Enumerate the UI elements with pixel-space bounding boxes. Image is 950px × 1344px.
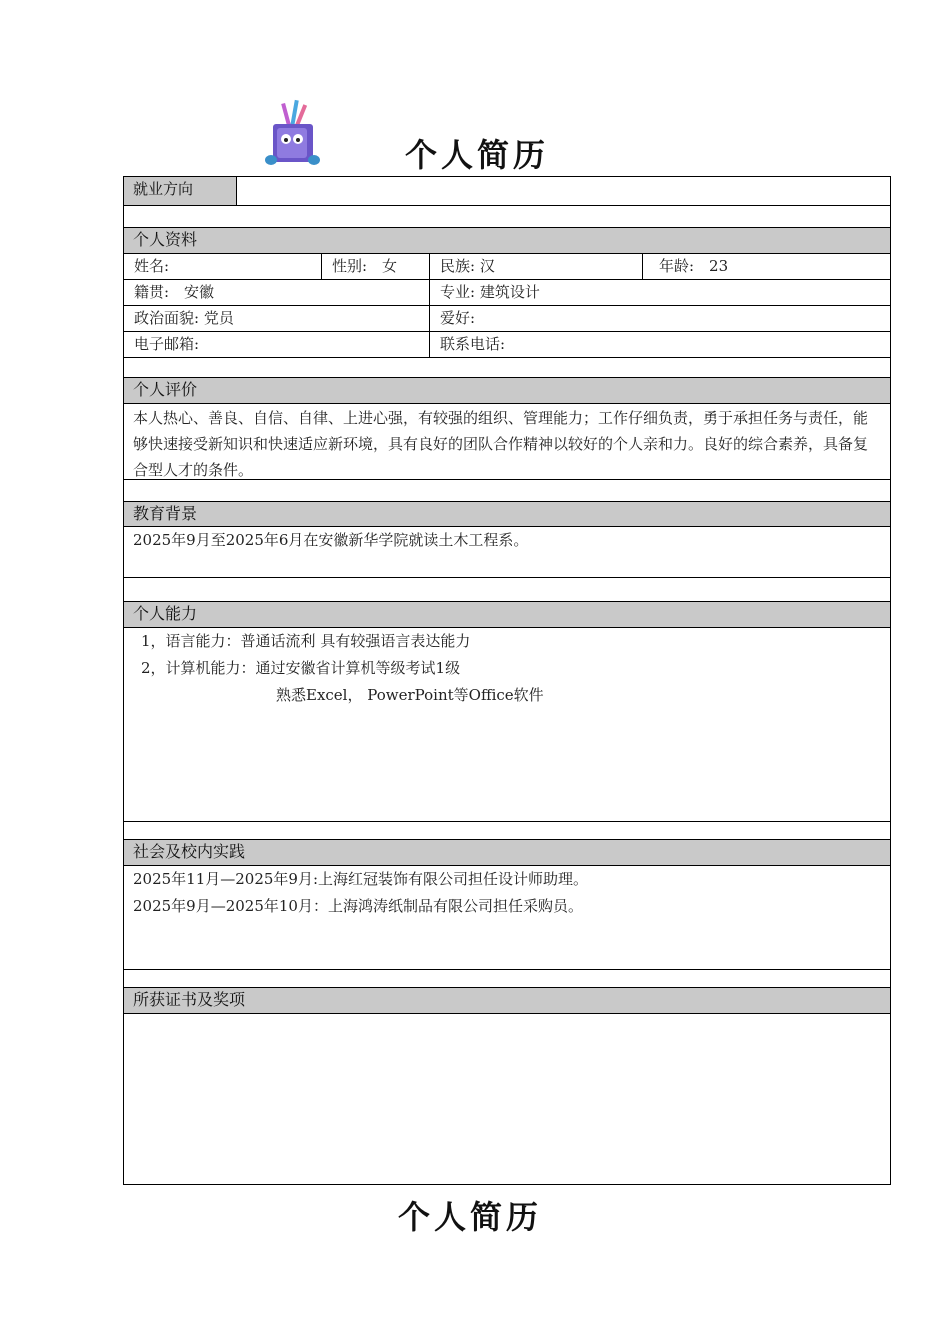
abilities-section	[124, 627, 890, 821]
pencil-cup-logo	[262, 98, 322, 170]
job-direction-value	[236, 177, 890, 205]
practice-item-1: 2025年11月—2025年9月:上海红冠装饰有限公司担任设计师助理。	[133, 870, 589, 888]
major-field: 专业: 建筑设计	[429, 280, 890, 305]
info-row-1	[124, 253, 890, 279]
gender-field: 性别: 女	[321, 254, 429, 279]
awards-section	[124, 1013, 890, 1184]
practice-item-2: 2025年9月—2025年10月：上海鸿涛纸制品有限公司担任采购员。	[133, 897, 583, 915]
name-field: 姓名:	[134, 257, 170, 275]
education-section	[124, 526, 890, 577]
abilities-header: 个人能力	[124, 601, 890, 627]
education-header: 教育背景	[124, 501, 890, 526]
language-ability-line: 1，语言能力：普通话流利 具有较强语言表达能力	[141, 632, 471, 650]
awards-text	[124, 1014, 890, 1016]
practice-header: 社会及校内实践	[124, 839, 890, 865]
spacer-row	[124, 205, 890, 227]
footer-title: 个人简历	[398, 1198, 543, 1236]
spacer-row	[124, 969, 890, 987]
spacer-row	[124, 821, 890, 839]
email-field: 电子邮箱:	[134, 335, 200, 353]
awards-header: 所获证书及奖项	[124, 987, 890, 1013]
hobbies-field: 爱好:	[429, 306, 890, 331]
office-skills-line: 熟悉Excel， PowerPoint等Office软件	[276, 686, 544, 704]
phone-field: 联系电话:	[429, 332, 890, 357]
spacer-row	[124, 479, 890, 501]
political-status-field: 政治面貌: 党员	[134, 309, 234, 327]
spacer-row	[124, 577, 890, 601]
practice-section	[124, 865, 890, 969]
native-place-field: 籍贯: 安徽	[134, 283, 215, 301]
info-row-3	[124, 305, 890, 331]
ethnicity-field: 民族: 汉	[429, 254, 642, 279]
page-title: 个人简历	[405, 136, 550, 174]
info-row-4	[124, 331, 890, 357]
info-row-2	[124, 279, 890, 305]
job-direction-row	[124, 177, 890, 205]
age-field: 年龄: 23	[642, 254, 890, 279]
job-direction-label: 就业方向	[124, 177, 236, 205]
spacer-row	[124, 357, 890, 377]
self-evaluation-header: 个人评价	[124, 377, 890, 403]
education-text: 2025年9月至2025年6月在安徽新华学院就读土木工程系。	[133, 531, 529, 549]
self-evaluation-section	[124, 403, 890, 479]
resume-table	[123, 176, 891, 1185]
personal-info-header: 个人资料	[124, 227, 890, 253]
computer-ability-line: 2，计算机能力：通过安徽省计算机等级考试1级	[141, 659, 461, 677]
self-evaluation-text: 本人热心、善良、自信、自律、上进心强，有较强的组织、管理能力；工作仔细负责，勇于承担任务与责任，能够快速接受新知识和快速适应新环境，具有良好的团队合作精神以较好的个人亲和力。良好的综合素养，具备复合型人才的条件。	[133, 409, 869, 479]
